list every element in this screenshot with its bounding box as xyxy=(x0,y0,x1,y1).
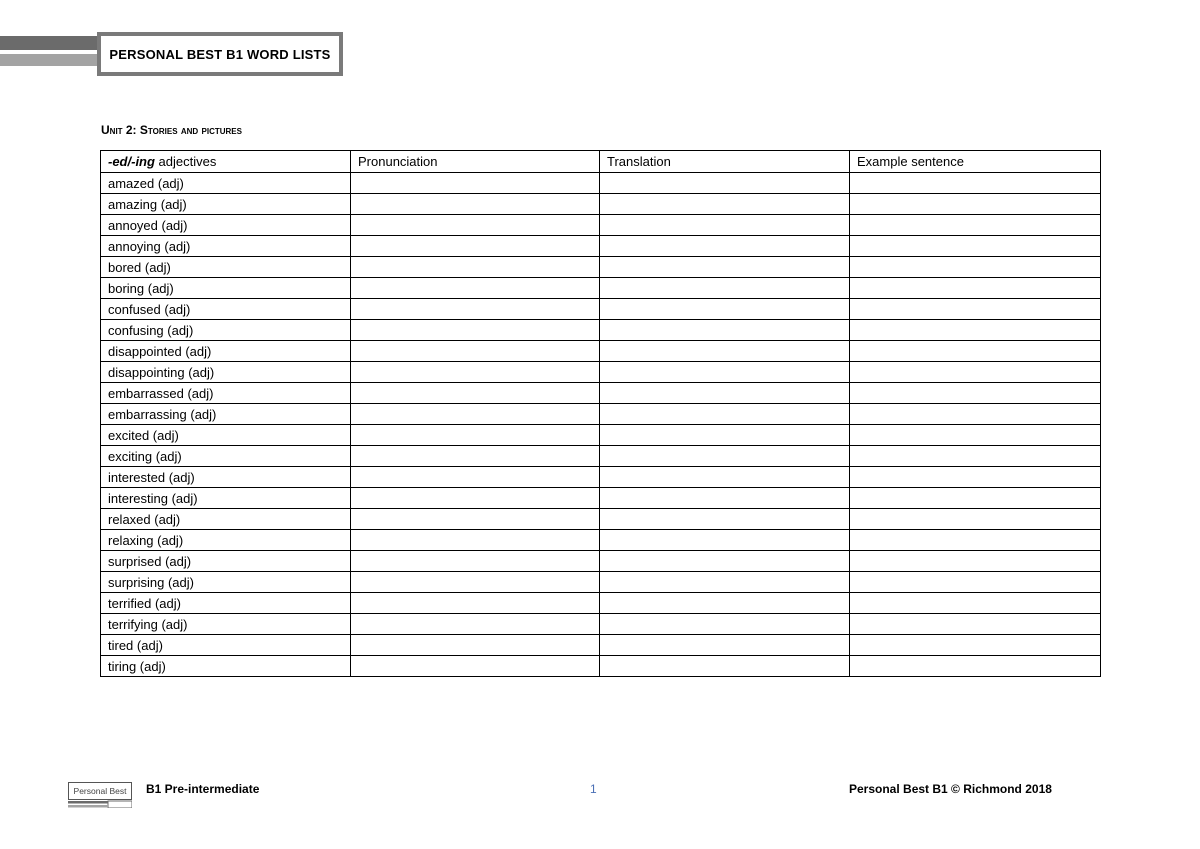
table-row xyxy=(101,656,1101,677)
word-cell: exciting (adj) xyxy=(101,446,351,467)
pronunciation-cell[interactable] xyxy=(351,488,600,509)
table-row xyxy=(101,551,1101,572)
pronunciation-cell[interactable] xyxy=(351,362,600,383)
word-cell: excited (adj) xyxy=(101,425,351,446)
example-sentence-cell[interactable] xyxy=(850,635,1101,656)
pronunciation-cell[interactable] xyxy=(351,614,600,635)
pronunciation-cell[interactable] xyxy=(351,383,600,404)
pronunciation-cell[interactable] xyxy=(351,530,600,551)
example-sentence-cell[interactable] xyxy=(850,530,1101,551)
personal-best-logo xyxy=(68,782,132,808)
table-row xyxy=(101,635,1101,656)
table-row xyxy=(101,404,1101,425)
pronunciation-cell[interactable] xyxy=(351,467,600,488)
word-cell: surprising (adj) xyxy=(101,572,351,593)
footer-page-number: 1 xyxy=(590,782,597,796)
pronunciation-cell[interactable] xyxy=(351,593,600,614)
word-cell: boring (adj) xyxy=(101,278,351,299)
example-sentence-cell[interactable] xyxy=(850,299,1101,320)
word-cell: disappointed (adj) xyxy=(101,341,351,362)
pronunciation-cell[interactable] xyxy=(351,215,600,236)
unit-title: Unit 2: Stories and pictures xyxy=(101,123,242,137)
translation-cell[interactable] xyxy=(600,467,850,488)
translation-cell[interactable] xyxy=(600,362,850,383)
word-cell: disappointing (adj) xyxy=(101,362,351,383)
translation-cell[interactable] xyxy=(600,425,850,446)
translation-cell[interactable] xyxy=(600,194,850,215)
translation-cell[interactable] xyxy=(600,593,850,614)
logo-text: Personal Best xyxy=(73,786,127,796)
word-cell: confused (adj) xyxy=(101,299,351,320)
translation-cell[interactable] xyxy=(600,299,850,320)
word-cell: interested (adj) xyxy=(101,467,351,488)
example-sentence-cell[interactable] xyxy=(850,236,1101,257)
table-row xyxy=(101,194,1101,215)
example-sentence-cell[interactable] xyxy=(850,551,1101,572)
translation-cell[interactable] xyxy=(600,509,850,530)
column-header-translation: Translation xyxy=(600,151,850,173)
header-accent-bar-dark xyxy=(0,36,100,50)
word-cell: tiring (adj) xyxy=(101,656,351,677)
pronunciation-cell[interactable] xyxy=(351,173,600,194)
pronunciation-cell[interactable] xyxy=(351,635,600,656)
example-sentence-cell[interactable] xyxy=(850,467,1101,488)
translation-cell[interactable] xyxy=(600,215,850,236)
table-row xyxy=(101,572,1101,593)
pronunciation-cell[interactable] xyxy=(351,404,600,425)
word-cell: terrified (adj) xyxy=(101,593,351,614)
word-cell: embarrassing (adj) xyxy=(101,404,351,425)
pronunciation-cell[interactable] xyxy=(351,257,600,278)
translation-cell[interactable] xyxy=(600,320,850,341)
table-row xyxy=(101,488,1101,509)
word-cell: bored (adj) xyxy=(101,257,351,278)
example-sentence-cell[interactable] xyxy=(850,194,1101,215)
table-row xyxy=(101,509,1101,530)
column-header-word xyxy=(101,151,351,173)
translation-cell[interactable] xyxy=(600,173,850,194)
column-header-word-prefix: -ed/-ing xyxy=(108,154,155,169)
word-cell: amazing (adj) xyxy=(101,194,351,215)
example-sentence-cell[interactable] xyxy=(850,404,1101,425)
word-cell: amazed (adj) xyxy=(101,173,351,194)
translation-cell[interactable] xyxy=(600,341,850,362)
pronunciation-cell[interactable] xyxy=(351,299,600,320)
translation-cell[interactable] xyxy=(600,635,850,656)
footer-level: B1 Pre-intermediate xyxy=(146,782,260,796)
table-header-row xyxy=(101,151,1101,173)
word-cell: terrifying (adj) xyxy=(101,614,351,635)
translation-cell[interactable] xyxy=(600,530,850,551)
translation-cell[interactable] xyxy=(600,278,850,299)
pronunciation-cell[interactable] xyxy=(351,446,600,467)
translation-cell[interactable] xyxy=(600,446,850,467)
table-row xyxy=(101,383,1101,404)
table-row xyxy=(101,593,1101,614)
example-sentence-cell[interactable] xyxy=(850,614,1101,635)
word-cell: confusing (adj) xyxy=(101,320,351,341)
page-header xyxy=(97,32,343,76)
pronunciation-cell[interactable] xyxy=(351,194,600,215)
column-header-word-suffix: adjectives xyxy=(154,154,217,169)
word-list-table xyxy=(100,150,1101,677)
pronunciation-cell[interactable] xyxy=(351,236,600,257)
table-row xyxy=(101,299,1101,320)
example-sentence-cell[interactable] xyxy=(850,572,1101,593)
table-row xyxy=(101,257,1101,278)
table-row xyxy=(101,341,1101,362)
table-row xyxy=(101,215,1101,236)
translation-cell[interactable] xyxy=(600,404,850,425)
word-cell: relaxed (adj) xyxy=(101,509,351,530)
word-cell: interesting (adj) xyxy=(101,488,351,509)
pronunciation-cell[interactable] xyxy=(351,572,600,593)
word-cell: embarrassed (adj) xyxy=(101,383,351,404)
translation-cell[interactable] xyxy=(600,488,850,509)
word-cell: relaxing (adj) xyxy=(101,530,351,551)
table-row xyxy=(101,278,1101,299)
column-header-example: Example sentence xyxy=(850,151,1101,173)
example-sentence-cell[interactable] xyxy=(850,320,1101,341)
example-sentence-cell[interactable] xyxy=(850,341,1101,362)
word-cell: annoying (adj) xyxy=(101,236,351,257)
pronunciation-cell[interactable] xyxy=(351,656,600,677)
example-sentence-cell[interactable] xyxy=(850,362,1101,383)
word-cell: surprised (adj) xyxy=(101,551,351,572)
example-sentence-cell[interactable] xyxy=(850,488,1101,509)
pronunciation-cell[interactable] xyxy=(351,551,600,572)
example-sentence-cell[interactable] xyxy=(850,278,1101,299)
table-row xyxy=(101,467,1101,488)
example-sentence-cell[interactable] xyxy=(850,383,1101,404)
example-sentence-cell[interactable] xyxy=(850,446,1101,467)
table-row xyxy=(101,530,1101,551)
translation-cell[interactable] xyxy=(600,572,850,593)
table-row xyxy=(101,425,1101,446)
translation-cell[interactable] xyxy=(600,551,850,572)
pronunciation-cell[interactable] xyxy=(351,341,600,362)
example-sentence-cell[interactable] xyxy=(850,509,1101,530)
table-row xyxy=(101,362,1101,383)
word-cell: tired (adj) xyxy=(101,635,351,656)
example-sentence-cell[interactable] xyxy=(850,593,1101,614)
table-row xyxy=(101,236,1101,257)
table-row xyxy=(101,446,1101,467)
header-accent-bar-light xyxy=(0,54,100,66)
translation-cell[interactable] xyxy=(600,614,850,635)
table-row xyxy=(101,320,1101,341)
word-cell: annoyed (adj) xyxy=(101,215,351,236)
pronunciation-cell[interactable] xyxy=(351,320,600,341)
pronunciation-cell[interactable] xyxy=(351,509,600,530)
pronunciation-cell[interactable] xyxy=(351,278,600,299)
header-title: PERSONAL BEST B1 WORD LISTS xyxy=(109,46,331,62)
example-sentence-cell[interactable] xyxy=(850,257,1101,278)
pronunciation-cell[interactable] xyxy=(351,425,600,446)
translation-cell[interactable] xyxy=(600,236,850,257)
translation-cell[interactable] xyxy=(600,656,850,677)
example-sentence-cell[interactable] xyxy=(850,215,1101,236)
footer-copyright: Personal Best B1 © Richmond 2018 xyxy=(849,782,1052,796)
table-row xyxy=(101,173,1101,194)
example-sentence-cell[interactable] xyxy=(850,656,1101,677)
example-sentence-cell[interactable] xyxy=(850,425,1101,446)
table-row xyxy=(101,614,1101,635)
column-header-pronunciation: Pronunciation xyxy=(351,151,600,173)
translation-cell[interactable] xyxy=(600,383,850,404)
example-sentence-cell[interactable] xyxy=(850,173,1101,194)
translation-cell[interactable] xyxy=(600,257,850,278)
